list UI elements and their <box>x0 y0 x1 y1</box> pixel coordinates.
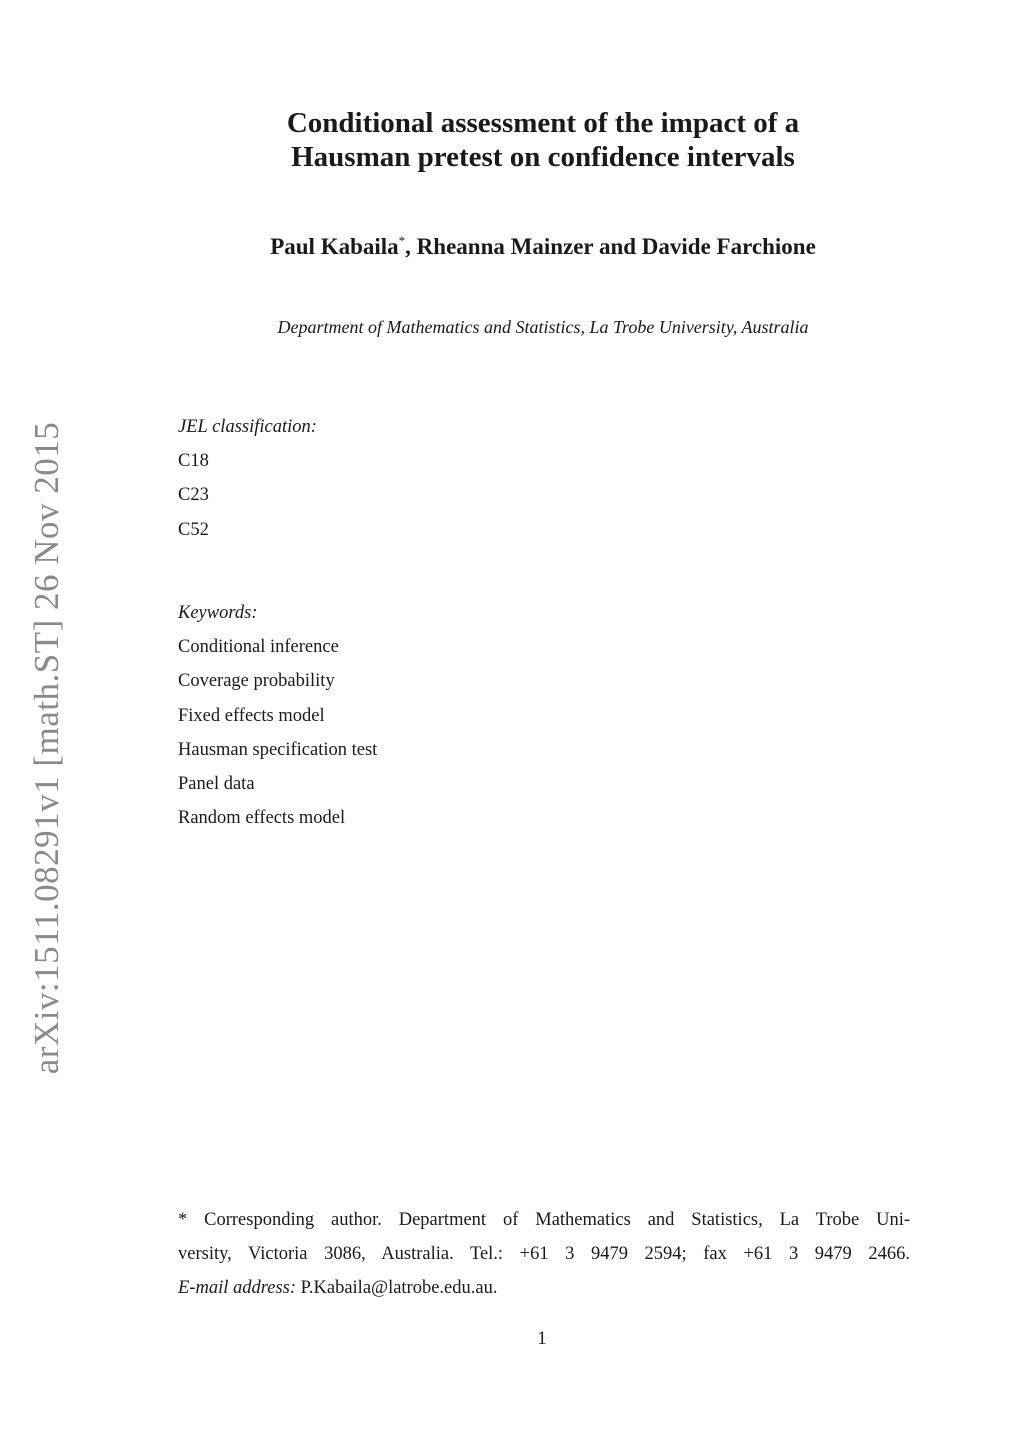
jel-code: C52 <box>178 519 209 540</box>
corresponding-author-mark: * <box>398 233 406 248</box>
jel-code: C18 <box>178 451 209 472</box>
keyword-item: Panel data <box>178 774 255 795</box>
jel-code: C23 <box>178 485 209 506</box>
corresponding-author-footnote <box>178 1203 910 1305</box>
title-line-2: Hausman pretest on confidence intervals <box>291 141 795 173</box>
jel-classification <box>178 410 317 547</box>
keyword-item: Coverage probability <box>178 671 335 692</box>
jel-heading: JEL classification: <box>178 417 317 437</box>
email-address: P.Kabaila@latrobe.edu.au. <box>296 1278 498 1298</box>
author-list <box>140 232 946 262</box>
paper-title <box>140 106 946 174</box>
keyword-item: Conditional inference <box>178 637 339 658</box>
footnote-email-line <box>178 1271 910 1305</box>
keyword-item: Fixed effects model <box>178 705 325 726</box>
keywords <box>178 596 377 835</box>
page-number: 1 <box>537 1329 547 1349</box>
keyword-item: Random effects model <box>178 808 346 829</box>
keywords-heading: Keywords: <box>178 603 258 623</box>
arxiv-stamp: arXiv:1511.08291v1 [math.ST] 26 Nov 2015 <box>27 421 66 1075</box>
title-line-1: Conditional assessment of the impact of a <box>286 107 800 139</box>
keyword-item: Hausman specification test <box>178 739 378 760</box>
footnote-line-1: * Corresponding author. Department of Mathematics and Statistics, La Trobe Uni- <box>178 1210 910 1230</box>
affiliation: Department of Mathematics and Statistics, La Trobe University, Australia <box>277 317 809 337</box>
author-others: , Rheanna Mainzer and Davide Farchione <box>405 234 816 259</box>
email-label: E-mail address: <box>178 1278 297 1298</box>
footnote-line-2: versity, Victoria 3086, Australia. Tel.: +61 3 9479 2594; fax +61 3 9479 2466. <box>178 1244 910 1264</box>
author-corresponding: Paul Kabaila <box>270 234 399 259</box>
